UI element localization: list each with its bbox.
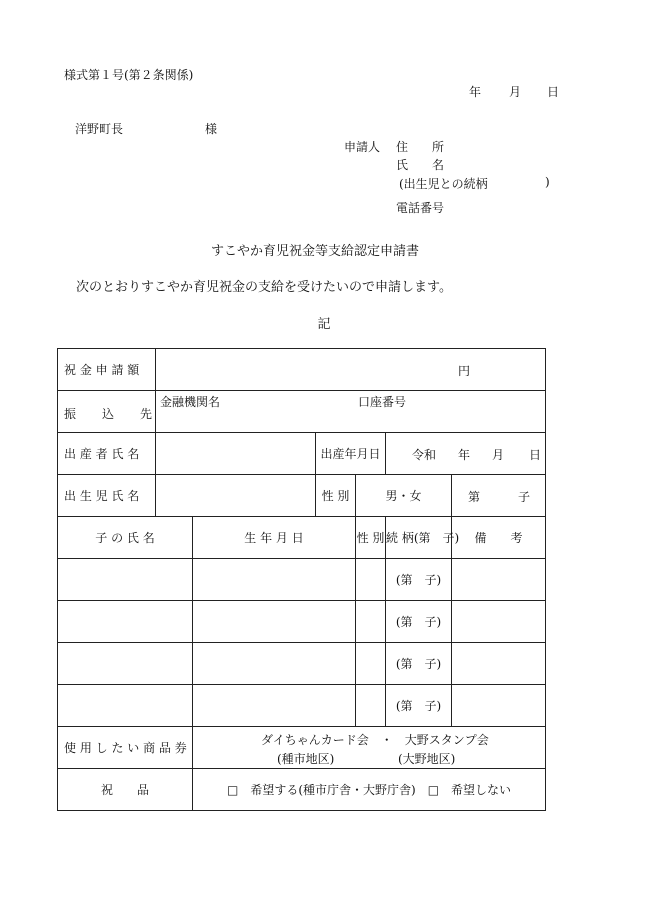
- addressee: 洋野町長: [75, 122, 124, 136]
- sibling-row: [58, 601, 546, 643]
- amount-row: [58, 349, 546, 391]
- sibling-relation-field[interactable]: (第 子): [386, 685, 452, 727]
- voucher-area-ono: (大野地区): [398, 752, 456, 766]
- transfer-label-char2: 込: [102, 407, 115, 421]
- child-name-label: 出 生 児 氏 名: [58, 475, 156, 517]
- voucher-field[interactable]: [193, 727, 546, 769]
- amount-label: 祝 金 申 請 額: [58, 349, 156, 391]
- bank-name-label: 金融機関名: [160, 395, 221, 409]
- era-label: 令和: [412, 448, 437, 462]
- col-birth-date: 生 年 月 日: [193, 517, 356, 559]
- birth-order-suffix: 子: [518, 490, 531, 504]
- date-day-label: 日: [547, 85, 560, 99]
- sibling-name-field[interactable]: [58, 559, 193, 601]
- sibling-name-field[interactable]: [58, 685, 193, 727]
- transfer-row: [58, 391, 546, 433]
- sibling-remarks-field[interactable]: [452, 643, 546, 685]
- sibling-birth-field[interactable]: [193, 643, 356, 685]
- transfer-label-char1: 振: [64, 407, 77, 421]
- sibling-birth-field[interactable]: [193, 559, 356, 601]
- gift-label: 祝 品: [58, 769, 193, 811]
- sibling-birth-field[interactable]: [193, 685, 356, 727]
- child-name-field[interactable]: [156, 475, 316, 517]
- voucher-label: 使 用 し た い 商 品 券: [58, 727, 193, 769]
- gender-options[interactable]: 男・女: [356, 475, 452, 517]
- application-table: [57, 348, 546, 811]
- document-body: 次のとおりすこやか育児祝金の支給を受けたいので申請します。: [76, 280, 452, 295]
- account-number-label: 口座番号: [358, 395, 407, 409]
- col-gender: 性 別: [356, 517, 386, 559]
- siblings-header-row: [58, 517, 546, 559]
- yen-label: 円: [458, 364, 471, 378]
- sibling-relation-field[interactable]: (第 子): [386, 601, 452, 643]
- sibling-remarks-field[interactable]: [452, 601, 546, 643]
- gift-row: [58, 769, 546, 811]
- gender-label: 性 別: [316, 475, 356, 517]
- document-title: すこやか育児祝金等支給認定申請書: [210, 244, 419, 259]
- child-row: [58, 475, 546, 517]
- ki-mark: 記: [317, 317, 331, 332]
- birth-order-prefix: 第: [468, 490, 481, 504]
- col-child-name: 子 の 氏 名: [58, 517, 193, 559]
- sibling-relation-field[interactable]: (第 子): [386, 559, 452, 601]
- sibling-remarks-field[interactable]: [452, 559, 546, 601]
- birth-year-label: 年: [458, 448, 471, 462]
- voucher-area-tanesashi: (種市地区): [277, 752, 335, 766]
- relation-label: (出生児との続柄: [399, 177, 488, 191]
- date-month-label: 月: [509, 85, 522, 99]
- sibling-relation-field[interactable]: (第 子): [386, 643, 452, 685]
- relation-close: ): [545, 175, 550, 189]
- gift-options[interactable]: □ 希望する(種市庁舎・大野庁舎) □ 希望しない: [193, 769, 546, 811]
- sibling-birth-field[interactable]: [193, 601, 356, 643]
- voucher-options: ダイちゃんカード会 ・ 大野スタンプ会: [261, 733, 489, 747]
- phone-label: 電話番号: [396, 201, 445, 215]
- sibling-row: [58, 559, 546, 601]
- col-relation: 続 柄(第 子): [386, 517, 452, 559]
- address-label: 住 所: [396, 140, 445, 154]
- mother-name-field[interactable]: [156, 433, 316, 475]
- sibling-remarks-field[interactable]: [452, 685, 546, 727]
- date-year-label: 年: [469, 85, 482, 99]
- voucher-row: [58, 727, 546, 769]
- transfer-field[interactable]: [156, 391, 546, 433]
- sibling-gender-field[interactable]: [356, 559, 386, 601]
- transfer-label: [58, 391, 156, 433]
- applicant-label: 申請人: [344, 140, 381, 154]
- birth-day-label: 日: [529, 448, 542, 462]
- amount-field[interactable]: [156, 349, 546, 391]
- birthdate-field[interactable]: [386, 433, 546, 475]
- sibling-row: [58, 685, 546, 727]
- mother-row: [58, 433, 546, 475]
- col-remarks: 備 考: [452, 517, 546, 559]
- birthdate-label: 出産年月日: [316, 433, 386, 475]
- sibling-row: [58, 643, 546, 685]
- sibling-gender-field[interactable]: [356, 643, 386, 685]
- sibling-name-field[interactable]: [58, 643, 193, 685]
- name-label: 氏 名: [396, 158, 445, 172]
- transfer-label-char3: 先: [140, 407, 153, 421]
- sibling-name-field[interactable]: [58, 601, 193, 643]
- birth-month-label: 月: [492, 448, 505, 462]
- mother-name-label: 出 産 者 氏 名: [58, 433, 156, 475]
- form-number: 様式第１号(第２条関係): [64, 68, 194, 82]
- sibling-gender-field[interactable]: [356, 601, 386, 643]
- birth-order-field[interactable]: [452, 475, 546, 517]
- sibling-gender-field[interactable]: [356, 685, 386, 727]
- addressee-honorific: 様: [205, 122, 218, 136]
